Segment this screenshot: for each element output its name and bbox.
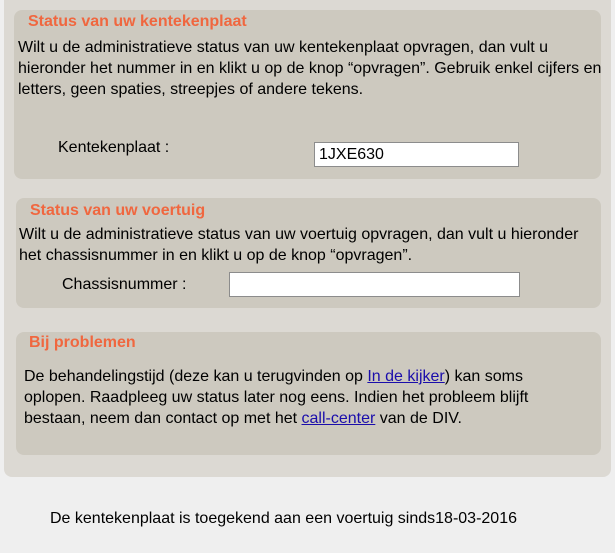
problems-text-part3: van de DIV. xyxy=(375,410,462,427)
assignment-status-message: De kentekenplaat is toegekend aan een voertuig sinds18-03-2016 xyxy=(50,510,517,527)
problems-text-part1: De behandelingstijd (deze kan u terugvinden op xyxy=(24,368,368,385)
problems-title: Bij problemen xyxy=(29,334,136,351)
call-center-link[interactable]: call-center xyxy=(301,410,376,427)
vehicle-status-title: Status van uw voertuig xyxy=(30,202,206,219)
in-de-kijker-link[interactable]: In de kijker xyxy=(367,368,445,385)
plate-status-title: Status van uw kentekenplaat xyxy=(28,13,247,30)
vehicle-status-panel xyxy=(16,198,601,308)
plate-input[interactable] xyxy=(314,142,519,167)
content-container xyxy=(4,0,611,477)
problems-text-part2: ) kan soms oplopen. Raadpleeg uw status later nog eens. Indien het probleem blijft bestaan, neem dan contact op met het xyxy=(24,368,529,427)
chassis-input[interactable] xyxy=(229,272,520,297)
plate-field-label: Kentekenplaat : xyxy=(58,139,170,156)
chassis-field-label: Chassisnummer : xyxy=(62,276,187,293)
plate-status-description: Wilt u de administratieve status van uw kentekenplaat opvragen, dan vult u hieronder het nummer in en klikt u op de knop “opvragen”. Gebruik enkel cijfers en letters, geen spaties, streepjes of andere tekens. xyxy=(18,39,602,98)
vehicle-status-description: Wilt u de administratieve status van uw voertuig opvragen, dan vult u hieronder het chassisnummer in en klikt u op de knop “opvragen”. xyxy=(19,226,579,264)
plate-status-panel xyxy=(14,10,601,179)
problems-text xyxy=(24,366,564,429)
problems-panel xyxy=(16,332,601,455)
